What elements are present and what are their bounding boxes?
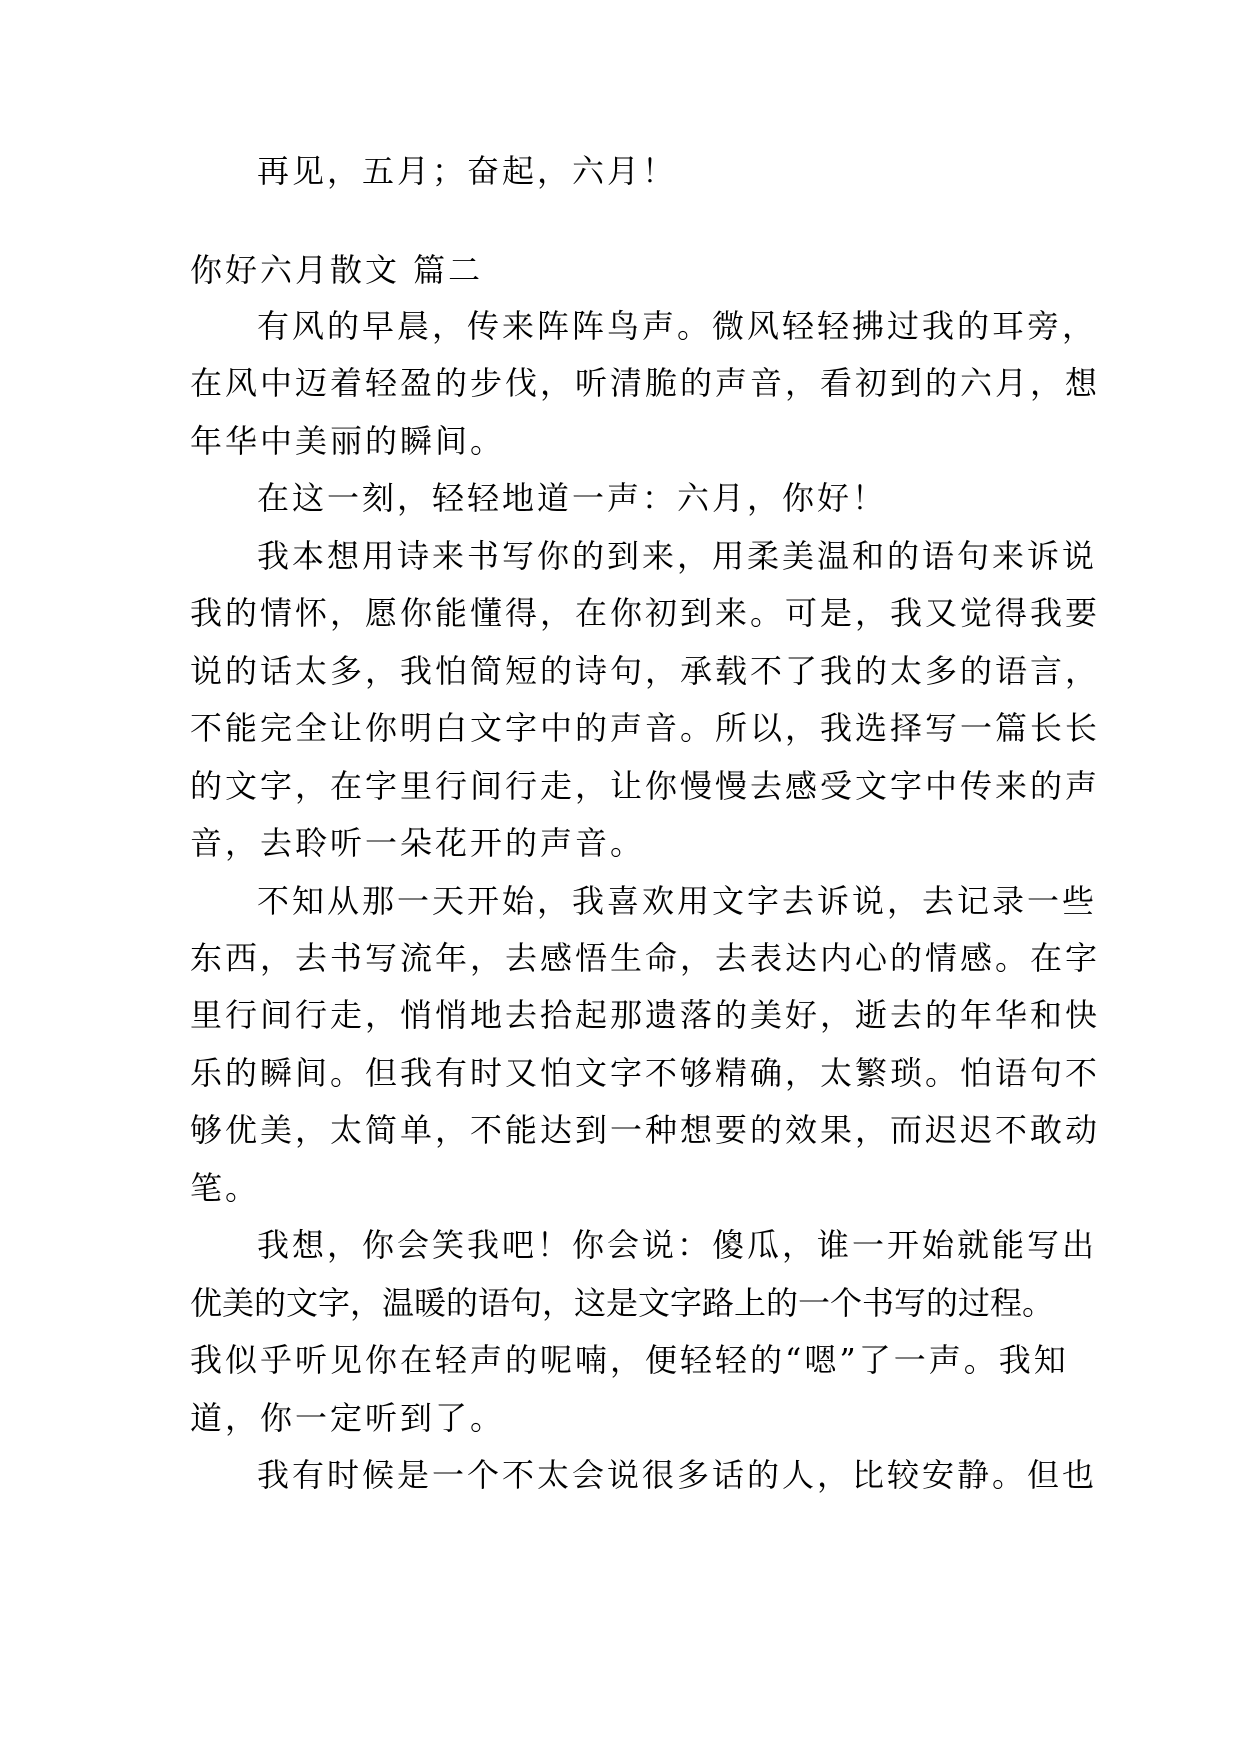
text-line: 音，去聆听一朵花开的声音。	[190, 824, 646, 862]
text-line: 我本想用诗来书写你的到来，用柔美温和的语句来诉说	[257, 537, 1098, 575]
text-line: 道，你一定听到了。	[190, 1399, 506, 1437]
text-line: 有风的早晨，传来阵阵鸟声。微风轻轻拂过我的耳旁，	[257, 307, 1098, 345]
text-line: 我有时候是一个不太会说很多话的人，比较安静。但也	[257, 1456, 1098, 1494]
text-line: 东西，去书写流年，去感悟生命，去表达内心的情感。在字	[190, 939, 1101, 977]
text-line: 的文字，在字里行间行走，让你慢慢去感受文字中传来的声	[190, 767, 1101, 805]
text-line: 再见，五月；奋起，六月！	[257, 152, 678, 190]
text-line: 在风中迈着轻盈的步伐，听清脆的声音，看初到的六月，想	[190, 364, 1101, 402]
text-line: 年华中美丽的瞬间。	[190, 422, 506, 460]
text-line: 不能完全让你明白文字中的声音。所以，我选择写一篇长长	[190, 709, 1101, 747]
text-line: 乐的瞬间。但我有时又怕文字不够精确，太繁琐。怕语句不	[190, 1054, 1101, 1092]
text-line: 我的情怀，愿你能懂得，在你初到来。可是，我又觉得我要	[190, 594, 1101, 632]
text-line: 里行间行走，悄悄地去拾起那遗落的美好，逝去的年华和快	[190, 996, 1101, 1034]
text-line: 我想，你会笑我吧！你会说：傻瓜，谁一开始就能写出	[257, 1226, 1098, 1264]
text-line: 够优美，太简单，不能达到一种想要的效果，而迟迟不敢动	[190, 1111, 1101, 1149]
text-line: 优美的文字，温暖的语句，这是文字路上的一个书写的过程。	[190, 1284, 1055, 1322]
text-line: 不知从那一天开始，我喜欢用文字去诉说，去记录一些	[257, 882, 1098, 920]
text-line: 我似乎听见你在轻声的呢喃，便轻轻的“嗯”了一声。我知	[190, 1341, 1069, 1379]
text-line: 笔。	[190, 1169, 261, 1207]
text-line: 在这一刻，轻轻地道一声：六月，你好！	[257, 479, 888, 517]
section-heading: 你好六月散文 篇二	[190, 251, 484, 289]
text-line: 说的话太多，我怕简短的诗句，承载不了我的太多的语言，	[190, 652, 1101, 690]
